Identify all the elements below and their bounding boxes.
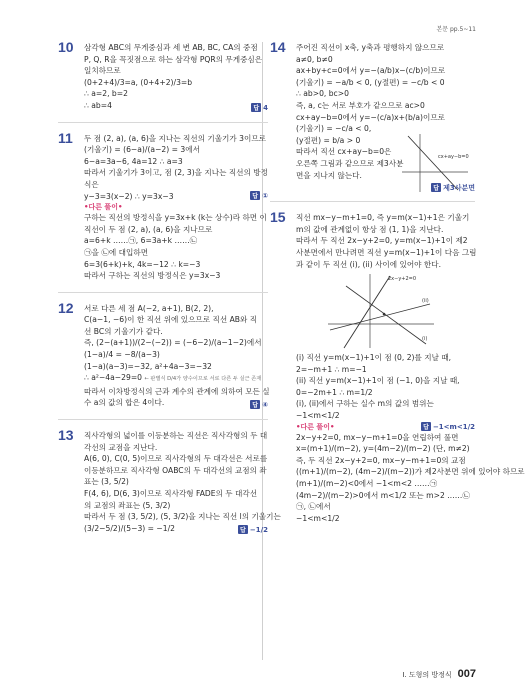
solution-line: 선 BC의 기울기가 같다. [84,326,163,336]
solution-line: x=(m+1)/(m−2), y=(4m−2)/(m−2) (단, m≠2) [296,444,470,454]
solution-line: 즉, a, c는 서로 부호가 같으므로 ac>0 [296,100,425,110]
answer-badge: 답 −1<m<1/2 [423,423,475,432]
problem-number: 13 [58,427,74,444]
solution-line: ∴ a=2, b=2 [84,89,128,99]
solution-line: 면을 지나지 않는다. [296,170,362,180]
solution-line: 과 같이 두 직선 (i), (ii) 사이에 있어야 한다. [296,259,442,269]
solution-line: (ii) 직선 y=m(x−1)+1이 점 (−1, 0)을 지날 때, [296,376,460,386]
solution-line: (3/2−5/2)/(5−3) = −1/2 [84,523,176,533]
side-note: ← 판별식 D/4가 양수이므로 서로 다른 두 실근 존재 [144,376,262,383]
solution-line: 이등분하므로 직사각형 OABC의 두 대각선의 교점의 좌 [84,465,267,475]
solution-line: 따라서 두 점 (3, 5/2), (5, 3/2)을 지나는 직선 l의 기울기는 [84,512,281,522]
solution-line: 주어진 직선이 x축, y축과 평행하지 않으므로 [296,43,445,52]
solution-line: 두 점 (2, a), (a, 6)을 지나는 직선의 기울기가 3이므로 [84,133,266,143]
solution-line: (4m−2)/(m−2)>0에서 m<1/2 또는 m>2 ……㉡ [296,490,470,500]
solution-line: 직사각형의 넓이를 이등분하는 직선은 직사각형의 두 대 [84,431,268,441]
solution-line: 2=−m+1 ∴ m=−1 [296,364,367,374]
solution-line: (기울기) = −a/b < 0, (y절편) = −c/b < 0 [296,77,445,87]
solution-line: 각선의 교점을 지난다. [84,442,158,452]
answer-badge: 답 −1/2 [240,526,268,535]
intersection-figure [326,272,436,350]
solution-line: 사분면에서 만나려면 직선 y=m(x−1)+1이 다음 그림 [296,247,477,257]
solution-line: 일치하므로 [84,66,121,76]
solution-line: a=6+k ……㉠, 6=3a+k ……㉡ [84,236,198,246]
solution-text [296,212,475,270]
separator [58,419,268,420]
solution-line: 따라서 기울기가 3이고, 점 (2, 3)을 지나는 직선의 방정 [84,168,268,178]
solution-line: ((m+1)/(m−2), (4m−2)/(m−2))가 제2사분면 위에 있어야 하므로 [296,467,525,477]
solution-line: −1<m<1/2 [296,411,340,421]
separator [58,292,268,293]
solution-line: 따라서 구하는 직선의 방정식은 y=3x−3 [84,271,221,281]
equation: ∴ a²−4a−29=0 [84,373,143,383]
solution-line: (1−a)(a−3)=−32, a²+4a−3=−32 [84,361,212,371]
solution-line: F(4, 6), D(6, 3)이므로 직사각형 FADE의 두 대각선 [84,489,258,498]
solution-text-continued [296,352,475,422]
solution-text [84,133,268,203]
solution-line: 6−a=3a−6, 4a=12 ∴ a=3 [84,156,183,166]
problem-13 [58,427,281,535]
solution-text [84,303,268,409]
line-case-i [346,286,426,344]
solution-line: 따라서 직선 cx+ay−b=0은 [296,147,392,157]
solution-line: 따라서 두 직선 2x−y+2=0, y=m(x−1)+1이 제2 [296,236,468,246]
solution-line: ax+by+c=0에서 y=−(a/b)x−(c/b)이므로 [296,66,446,76]
problem-12 [58,299,270,410]
solution-line: (i), (ii)에서 구하는 실수 m의 값의 범위는 [296,399,434,409]
problem-15 [270,209,525,524]
answer-badge: 답 4 [253,103,268,112]
solution-line: 직선 mx−y−m+1=0, 즉 y=m(x−1)+1은 기울기 [296,213,470,223]
solution-line: C(a−1, −6)이 한 직선 위에 있으므로 직선 AB와 직 [84,315,258,325]
solution-line: ㉠, ㉡에서 [296,502,331,512]
alt-solution-text [296,432,525,525]
case-i-label: (i) [422,336,428,343]
separator [58,122,268,123]
answer-badge: 답 ④ [252,401,268,410]
problem-number: 10 [58,39,74,55]
page-footer [402,668,476,680]
solution-text [84,430,281,534]
solution-line: 0=−2m+1 ∴ m=1/2 [296,387,373,397]
solution-line: 오른쪽 그림과 같으므로 제3사분 [296,158,404,168]
alt-solution-label: •다른 풀이• [296,422,335,431]
line-label: 2x−y+2=0 [388,276,417,283]
solution-line: A(6, 0), C(0, 5)이므로 직사각형의 두 대각선은 서로를 [84,454,268,464]
solution-text [84,42,268,112]
solution-line: ∴ ab=4 [84,100,112,110]
solution-line: 의 교점의 좌표는 (5, 3/2) [84,500,171,510]
chapter-title: Ⅰ. 도형의 방정식 [402,671,452,679]
problem-14 [270,39,475,193]
answer-badge: 답 제3사분면 [433,184,475,193]
point-1-1 [383,313,386,316]
solution-line [84,372,268,386]
line-case-ii [330,304,430,330]
solution-line: cx+ay−b=0에서 y=−(c/a)x+(b/a)이므로 [296,112,445,122]
solution-line: 즉, (2−(a+1))/(2−(−2)) = (−6−2)/(a−1−2)에서 [84,338,262,348]
solution-line: 식은 [84,179,99,189]
graph-line-label: cx+ay−b=0 [438,154,469,160]
solution-line: y−3=3(x−2) ∴ y=3x−3 [84,191,174,201]
solution-line: (1−a)/4 = −8/(a−3) [84,350,160,360]
problem-number: 15 [270,209,286,226]
solution-line: −1<m<1/2 [296,513,340,523]
right-column [270,39,525,524]
problem-number: 14 [270,39,286,55]
page-number: 007 [457,668,476,680]
graph-line [408,136,458,190]
case-ii-label: (ii) [422,298,429,305]
solution-line: a≠0, b≠0 [296,54,333,64]
solution-line: ∴ ab>0, bc>0 [296,89,349,99]
solution-line: 구하는 직선의 방정식을 y=3x+k (k는 상수)라 하면 이 [84,213,267,223]
solution-line: 삼각형 ABC의 무게중심과 세 변 AB, BC, CA의 중점 [84,43,258,52]
solution-line: 즉, 두 직선 2x−y+2=0, mx−y−m+1=0의 교점 [296,455,466,465]
line-2x-y-2 [344,276,390,348]
solution-line: 직선이 두 점 (2, a), (a, 6)을 지나므로 [84,224,213,234]
page-reference: 본문 pp.5~11 [436,26,476,33]
separator [270,201,475,202]
answer-badge: 답 ① [252,191,268,200]
solution-line: P, Q, R을 꼭짓점으로 하는 삼각형 PQR의 무게중심은 [84,54,263,64]
alt-solution-label: •다른 풀이• [84,203,123,212]
solution-line: (0+2+4)/3=a, (0+4+2)/3=b [84,77,193,87]
solution-line: 수 a의 값의 합은 4이다. [84,398,165,408]
solution-line: m의 값에 관계없이 항상 점 (1, 1)을 지난다. [296,224,444,234]
solution-line: 따라서 이차방정식의 근과 계수의 관계에 의하여 모든 실 [84,386,270,396]
problem-number: 12 [58,299,74,316]
solution-line: (기울기) = (6−a)/(a−2) = 3에서 [84,145,200,155]
problem-number: 11 [58,129,73,146]
alt-solution-text [84,212,268,282]
problem-11 [58,129,268,282]
solution-line: (m+1)/(m−2)<0에서 −1<m<2 ……㉠ [296,479,438,489]
solution-line: (기울기) = −c/a < 0, [296,124,372,134]
solution-line: (y절편) = b/a > 0 [296,135,361,145]
solution-line: 표는 (3, 5/2) [84,477,129,487]
solution-line: 2x−y+2=0, mx−y−m+1=0을 연립하여 풀면 [296,432,459,442]
solution-line: 6=3(6+k)+k, 4k=−12 ∴ k=−3 [84,259,201,269]
solution-line: (i) 직선 y=m(x−1)+1이 점 (0, 2)를 지날 때, [296,353,452,363]
solution-line: ㉠을 ㉡에 대입하면 [84,247,149,257]
problem-10 [58,39,268,112]
solution-line: 서로 다른 세 점 A(−2, a+1), B(2, 2), [84,303,214,313]
